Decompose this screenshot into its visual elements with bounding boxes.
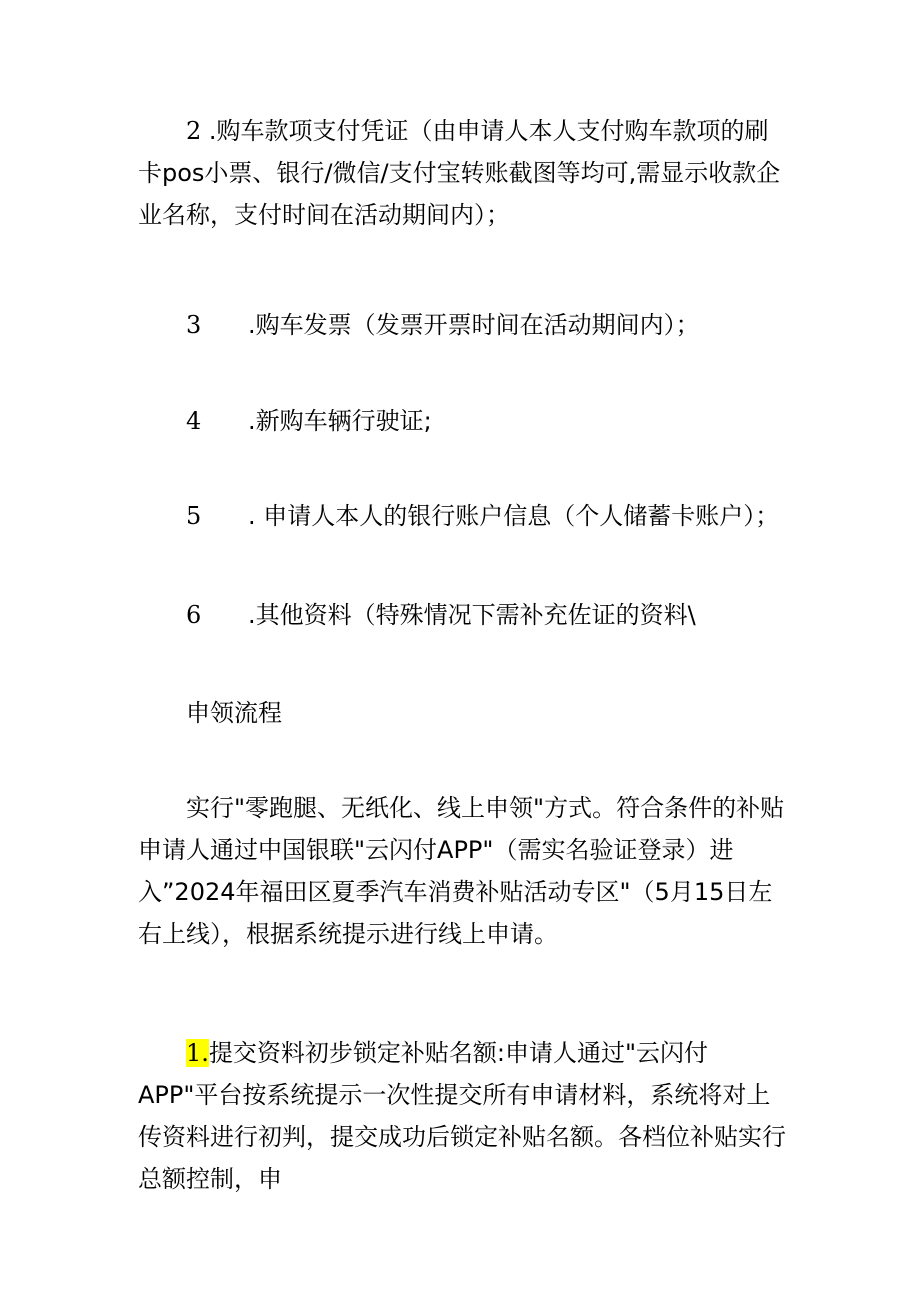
process-paragraph: 实行"零跑腿、无纸化、线上申领"方式。符合条件的补贴申请人通过中国银联"云闪付APP"（需实名验证登录）进入”2024年福田区夏季汽车消费补贴活动专区"（5月15日左右上线），根据系统提示进行线上申请。 bbox=[138, 794, 785, 948]
list-item-5 bbox=[186, 495, 779, 537]
step-1-text: 提交资料初步锁定补贴名额:申请人通过"云闪付APP"平台按系统提示一次性提交所有申请材料，系统将对上传资料进行初判，提交成功后锁定补贴名额。各档位补贴实行总额控制，申 bbox=[138, 1039, 786, 1193]
list-item-4 bbox=[186, 400, 432, 442]
list-item-text: . 申请人本人的银行账户信息（个人储蓄卡账户）； bbox=[248, 502, 780, 530]
list-item-text: .新购车辆行驶证; bbox=[248, 407, 432, 435]
list-item-text: .购车发票（发票开票时间在活动期间内）； bbox=[248, 311, 700, 339]
list-item-number: 4 bbox=[186, 407, 202, 435]
list-item-number: 6 bbox=[186, 601, 202, 629]
list-item-text: .其他资料（特殊情况下需补充佐证的资料\ bbox=[248, 601, 696, 629]
list-item-6 bbox=[186, 594, 696, 636]
list-item-number: 2 bbox=[186, 117, 202, 145]
list-item-number: 3 bbox=[186, 311, 202, 339]
step-1-paragraph bbox=[138, 1032, 788, 1200]
list-item-3 bbox=[186, 304, 700, 346]
list-item-number: 5 bbox=[186, 502, 202, 530]
section-heading: 申领流程 bbox=[186, 699, 282, 727]
list-item-text: .购车款项支付凭证（由申请人本人支付购车款项的刷卡pos小票、银行/微信/支付宝转账截图等均可,需显示收款企业名称，支付时间在活动期间内）； bbox=[138, 117, 781, 229]
step-1-number: 1. bbox=[186, 1039, 209, 1067]
list-item-2 bbox=[138, 110, 788, 236]
